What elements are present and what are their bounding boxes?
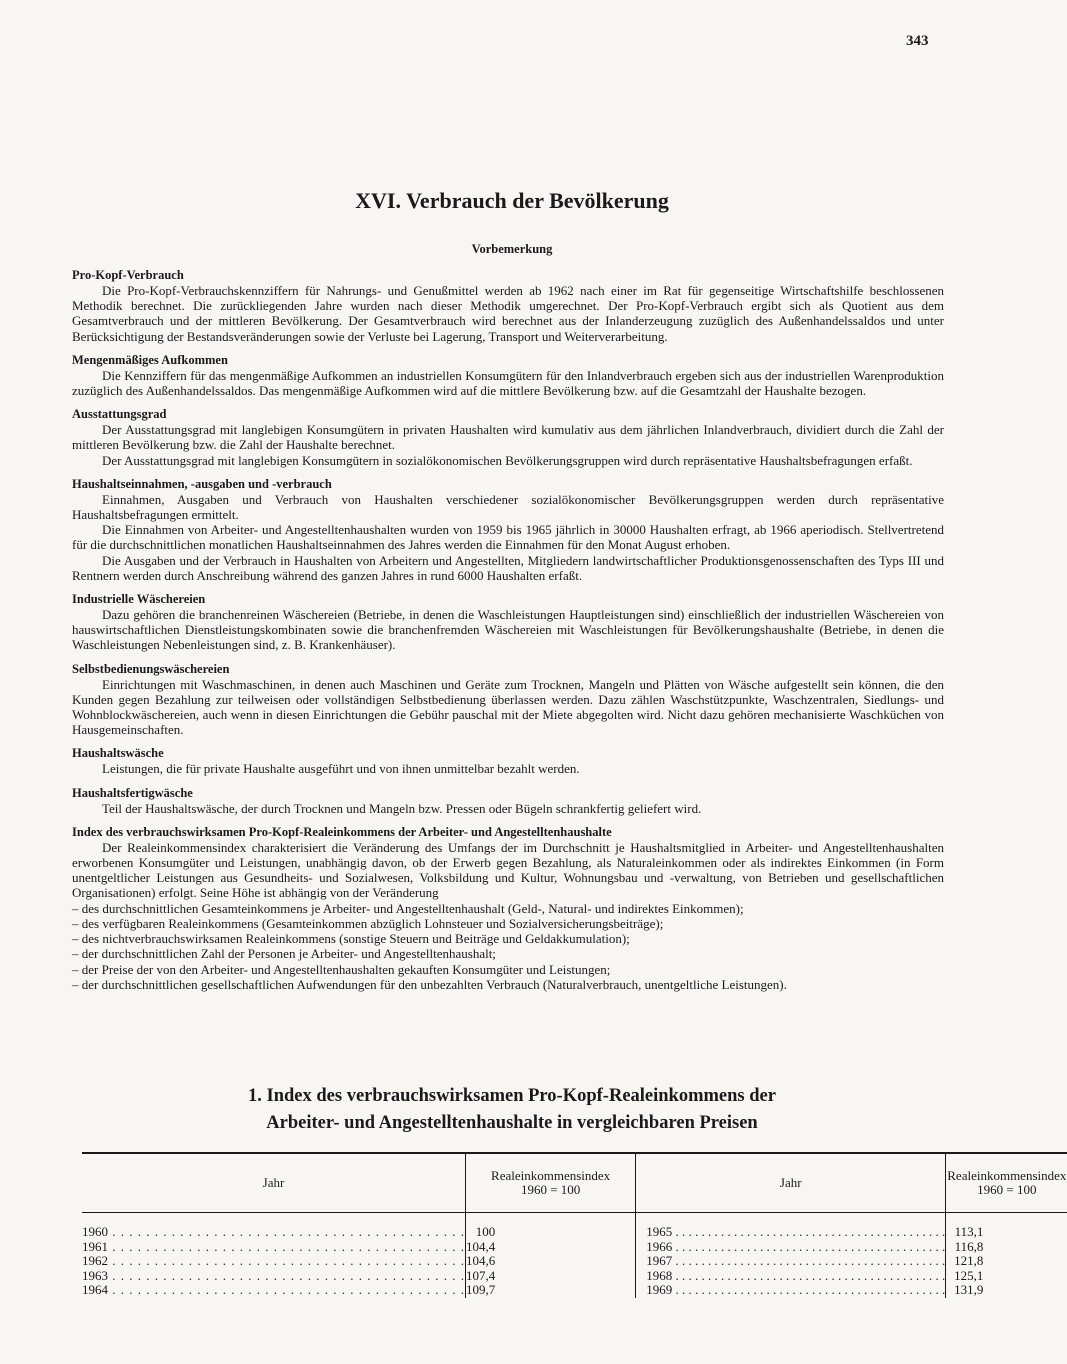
value-cell <box>946 1240 1067 1255</box>
definition-section <box>72 786 944 816</box>
section-heading: Ausstattungsgrad <box>72 407 167 422</box>
section-paragraph: Die Ausgaben und der Verbrauch in Haushalten von Arbeitern und Angestellten, Mitgliedern landwirtschaftlicher Produktionsgenossenschaften des Typs III und Rentnern werden durch Anschreibung während des ganzen Jahres in rund 6000 Haushalten erfaßt. <box>72 552 944 583</box>
index-value: 104,6 <box>466 1253 496 1268</box>
index-factor-item: – des nichtverbrauchswirksamen Realeinkommens (sonstige Steuern und Beiträge und Geldakkumulation); <box>72 931 630 947</box>
section-paragraph: Der Ausstattungsgrad mit langlebigen Konsumgütern in sozialökonomischen Bevölkerungsgruppen wird durch repräsentative Haushaltsbefragungen erfaßt. <box>102 452 913 468</box>
year-label: 1963 <box>82 1267 108 1283</box>
section-heading: Pro-Kopf-Verbrauch <box>72 268 184 282</box>
dot-leader: . . . . . . . . . . . . . . . . . . . . . . . . . . . . . . . . . . . . . . . . . . <box>108 1282 465 1297</box>
header-index-left <box>466 1153 636 1213</box>
index-value: 125,1 <box>954 1267 984 1283</box>
value-cell <box>466 1283 636 1298</box>
value-cell <box>946 1269 1067 1284</box>
index-value: 116,8 <box>954 1238 984 1254</box>
year-cell <box>636 1213 946 1240</box>
header-index-label: Realeinkommensindex <box>947 1168 1067 1183</box>
dot-leader: . . . . . . . . . . . . . . . . . . . . . . . . . . . . . . . . . . . . . . . . . . <box>672 1224 946 1239</box>
definition-section <box>72 407 944 468</box>
year-cell <box>82 1213 466 1240</box>
year-label: 1965 <box>646 1224 673 1239</box>
header-index-label: Realeinkommensindex <box>491 1168 611 1183</box>
year-cell <box>82 1269 466 1284</box>
year-label: 1966 <box>646 1238 673 1254</box>
definition-section <box>72 592 944 653</box>
value-cell <box>466 1240 636 1255</box>
dot-leader: . . . . . . . . . . . . . . . . . . . . . . . . . . . . . . . . . . . . . . . . . . <box>672 1267 946 1283</box>
year-label: 1960 <box>82 1224 108 1239</box>
index-definition-heading: Index des verbrauchswirksamen Pro-Kopf-Realeinkommens der Arbeiter- und Angestelltenhaushalte <box>72 824 612 839</box>
year-cell <box>636 1240 946 1255</box>
definition-section <box>72 353 944 398</box>
dot-leader: . . . . . . . . . . . . . . . . . . . . . . . . . . . . . . . . . . . . . . . . . . <box>672 1282 946 1297</box>
section-heading: Selbstbedienungswäschereien <box>72 661 230 676</box>
income-index-table-wrapper <box>82 1152 1067 1298</box>
index-factor-item: – des verfügbaren Realeinkommens (Gesamteinkommen abzüglich Lohnsteuer und Sozialversicherungsbeiträge); <box>72 915 664 931</box>
definition-section <box>72 477 944 583</box>
year-cell <box>636 1254 946 1269</box>
index-value: 121,8 <box>954 1253 984 1268</box>
index-value: 107,4 <box>466 1267 496 1283</box>
section-heading: Haushaltseinnahmen, -ausgaben und -verbrauch <box>72 476 332 491</box>
definition-section <box>72 268 944 344</box>
table-title-line-1: 1. Index des verbrauchswirksamen Pro-Kopf-Realeinkommens der <box>248 1086 776 1106</box>
index-definition-section <box>72 825 944 992</box>
preliminary-remark-heading: Vorbemerkung <box>471 242 553 256</box>
section-heading: Haushaltsfertigwäsche <box>72 785 193 800</box>
table-row <box>82 1240 1067 1255</box>
chapter-title: XVI. Verbrauch der Bevölkerung <box>355 188 669 213</box>
definition-section <box>72 746 944 776</box>
section-paragraph: Teil der Haushaltswäsche, der durch Trocknen und Mangeln bzw. Pressen oder Bügeln schrankfertig geliefert wird. <box>102 800 702 816</box>
section-paragraph: Die Pro-Kopf-Verbrauchskennziffern für Nahrungs- und Genußmittel werden ab 1962 nach einer im Rat für gegenseitige Wirtschaftshilfe beschlossenen Methodik berechnet. Die zurückliegenden Jahre wurden nach dieser Methodik umgerechnet. Der Pro-Kopf-Verbrauch ergibt sich als Quotient aus dem Gesamtverbrauch und der mittleren Bevölkerung. Der Gesamtverbrauch wird berechnet aus der Inlanderzeugung zuzüglich des Außenhandelssaldos und unter Berücksichtigung der Bestandsveränderungen sowie der Verluste bei Lagerung, Transport und Weiterverarbeitung. <box>72 283 944 344</box>
dot-leader: . . . . . . . . . . . . . . . . . . . . . . . . . . . . . . . . . . . . . . . . . . <box>108 1224 465 1239</box>
table-row <box>82 1269 1067 1284</box>
year-cell <box>636 1283 946 1298</box>
page-number: 343 <box>906 33 929 49</box>
header-year-right: Jahr <box>636 1153 946 1213</box>
header-index-base: 1960 = 100 <box>977 1182 1037 1197</box>
table-title <box>0 1083 1024 1137</box>
year-label: 1968 <box>646 1267 673 1283</box>
year-label: 1962 <box>82 1253 108 1268</box>
section-paragraph: Einrichtungen mit Waschmaschinen, in denen auch Maschinen und Geräte zum Trocknen, Mangeln und Plätten von Wäsche aufgestellt sein können, die den Kunden gegen Bezahlung zur teilweisen oder vollständigen Selbstbedienung überlassen werden. Dazu zählen Waschstützpunkte, Waschzentralen, Siedlungs- und Wohnblockwäschereien, auch wenn in diesen Einrichtungen die Gebühr pauschal mit der Miete abgegolten wird. Nicht dazu gehören mechanisierte Waschküchen von Hausgemeinschaften. <box>72 676 944 738</box>
section-paragraph: Einnahmen, Ausgaben und Verbrauch von Haushalten verschiedener sozialökonomischer Bevölkerungsgruppen werden durch repräsentative Haushaltsbefragungen ermittelt. <box>72 491 944 523</box>
table-row <box>82 1213 1067 1240</box>
index-factor-item: – des durchschnittlichen Gesamteinkommens je Arbeiter- und Angestelltenhaushalt (Geld-, Natural- und indirektes Einkommen); <box>72 900 744 916</box>
section-paragraph: Die Kennziffern für das mengenmäßige Aufkommen an industriellen Konsumgütern für den Inlandverbrauch ergeben sich aus der industriellen Warenproduktion zuzüglich des Außenhandelssaldos. Das mengenmäßige Aufkommen wird auf die mittlere Bevölkerung bzw. auf die Gesamtzahl der Haushalte bezogen. <box>72 367 944 399</box>
section-paragraph: Der Ausstattungsgrad mit langlebigen Konsumgütern in privaten Haushalten wird kumulativ aus dem jährlichen Inlandverbrauch, dividiert durch die Zahl der mittleren Bevölkerung bzw. die Zahl der Haushalte berechnet. <box>72 422 944 453</box>
dot-leader: . . . . . . . . . . . . . . . . . . . . . . . . . . . . . . . . . . . . . . . . . . <box>672 1253 946 1268</box>
year-label: 1969 <box>646 1282 673 1297</box>
index-factor-list <box>72 901 944 992</box>
income-index-table <box>82 1152 1067 1298</box>
table-row <box>82 1283 1067 1298</box>
value-cell <box>946 1254 1067 1269</box>
index-value: 100 <box>475 1224 496 1239</box>
value-cell <box>946 1283 1067 1298</box>
year-cell <box>82 1240 466 1255</box>
index-factor-item: – der Preise der von den Arbeiter- und Angestelltenhaushalten gekauften Konsumgüter und Leistungen; <box>72 961 611 977</box>
section-paragraph: Leistungen, die für private Haushalte ausgeführt und von ihnen unmittelbar bezahlt werden. <box>102 761 580 777</box>
header-year-left: Jahr <box>82 1153 466 1213</box>
table-header-row <box>82 1153 1067 1213</box>
section-heading: Industrielle Wäschereien <box>72 592 206 607</box>
index-factor-item: – der durchschnittlichen Zahl der Personen je Arbeiter- und Angestelltenhaushalt; <box>72 946 496 962</box>
index-value: 109,7 <box>466 1282 496 1297</box>
definition-sections <box>72 268 944 816</box>
value-cell <box>466 1254 636 1269</box>
dot-leader: . . . . . . . . . . . . . . . . . . . . . . . . . . . . . . . . . . . . . . . . . . <box>672 1238 946 1254</box>
section-paragraph: Dazu gehören die branchenreinen Wäschereien (Betriebe, in denen die Waschleistungen Hauptleistungen sind) einschließlich der industriellen Wäschereien von hauswirtschaftlichen Dienstleistungskombinaten sowie die branchenfremden Wäschereien mit Waschleistungen für Bevölkerungshaushalte (Betriebe, in denen die Waschleistungen Nebenleistungen sind, z. B. Krankenhäuser). <box>72 607 944 653</box>
value-cell <box>946 1213 1067 1240</box>
table-body <box>82 1213 1067 1298</box>
year-cell <box>82 1283 466 1298</box>
year-cell <box>636 1269 946 1284</box>
preliminary-remarks-body <box>72 268 944 1001</box>
dot-leader: . . . . . . . . . . . . . . . . . . . . . . . . . . . . . . . . . . . . . . . . . . <box>108 1238 465 1254</box>
year-label: 1964 <box>82 1282 108 1297</box>
dot-leader: . . . . . . . . . . . . . . . . . . . . . . . . . . . . . . . . . . . . . . . . . . <box>108 1253 465 1268</box>
dot-leader: . . . . . . . . . . . . . . . . . . . . . . . . . . . . . . . . . . . . . . . . . . <box>108 1267 465 1283</box>
section-heading: Mengenmäßiges Aufkommen <box>72 352 228 367</box>
section-paragraph: Die Einnahmen von Arbeiter- und Angestelltenhaushalten wurden von 1959 bis 1965 jährlich in 30000 Haushalten erfragt, ab 1966 aperiodisch. Stellvertretend für die durchschnittlichen monatlichen Haushaltseinnahmen des Jahres werden die Einnahmen für den Monat August erhoben. <box>72 522 944 553</box>
year-cell <box>82 1254 466 1269</box>
table-title-line-2: Arbeiter- und Angestelltenhaushalte in vergleichbaren Preisen <box>266 1113 758 1133</box>
index-factor-item: – der durchschnittlichen gesellschaftlichen Aufwendungen für den unbezahlten Verbrauch (Naturalverbrauch, unentgeltliche Leistungen). <box>72 976 787 992</box>
header-index-base: 1960 = 100 <box>520 1182 581 1197</box>
value-cell <box>466 1213 636 1240</box>
section-heading: Haushaltswäsche <box>72 746 164 761</box>
index-definition-paragraph: Der Realeinkommensindex charakterisiert die Veränderung des Umfangs der im Durchschnitt je Haushaltsmitglied in Arbeiter- und Angestelltenhaushalten erworbenen Konsumgüter und Leistungen, unabhängig davon, ob der Erwerb gegen Bezahlung, als Naturaleinkommen oder als indirektes Einkommen (in Form unentgeltlicher Leistungen aus Gesundheits- und Sozialwesen, Volksbildung und Kultur, Wohnungsbau und -verwaltung, von Betrieben und gesellschaftlichen Organisationen) erfolgt. Seine Höhe ist abhängig von der Veränderung <box>72 839 944 901</box>
year-label: 1961 <box>82 1238 108 1254</box>
header-index-right <box>946 1153 1067 1213</box>
year-label: 1967 <box>646 1253 673 1268</box>
index-value: 104,4 <box>466 1238 496 1254</box>
table-row <box>82 1254 1067 1269</box>
index-value: 113,1 <box>954 1224 984 1239</box>
index-value: 131,9 <box>954 1282 984 1297</box>
value-cell <box>466 1269 636 1284</box>
definition-section <box>72 662 944 738</box>
